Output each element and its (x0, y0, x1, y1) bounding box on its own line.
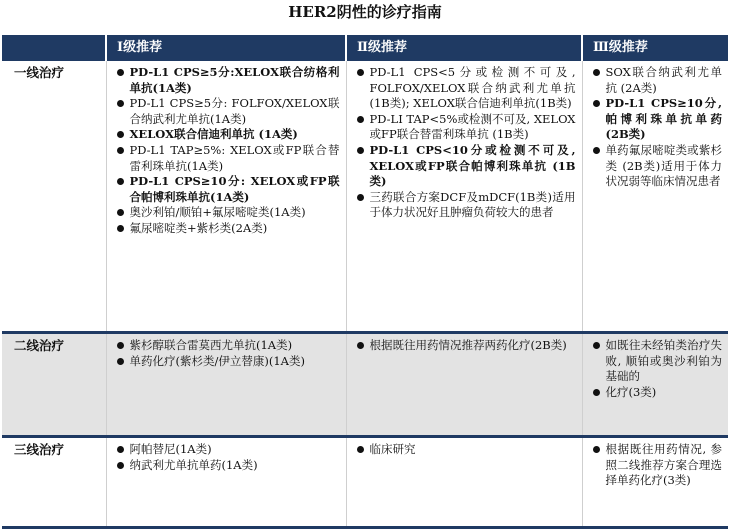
list-item: PD-L1 CPS≥5分: FOLFOX/XELOX联合纳武利尤单抗(1A类) (113, 96, 340, 127)
table-row (2, 333, 728, 437)
list-item: 临床研究 (353, 442, 576, 458)
list-item: 奥沙利铂/顺铂+氟尿嘧啶类(1A类) (113, 205, 340, 221)
list-item: 单药化疗(紫杉类/伊立替康)(1A类) (113, 354, 340, 370)
header-level-1: Ⅰ级推荐 (106, 35, 346, 61)
list-item: PD-L1 CPS<5分或检测不可及, FOLFOX/XELOX联合纳武利尤单抗 (1B类); XELOX联合信迪利单抗(1B类) (353, 65, 576, 112)
list-item: SOX联合纳武利尤单抗 (2A类) (589, 65, 723, 96)
level-1-cell (106, 437, 346, 528)
list-item: PD-L1 TAP≥5%: XELOX或FP联合替雷利珠单抗(1A类) (113, 143, 340, 174)
list-item: PD-LI TAP<5%或检测不可及, XELOX或FP联合替雷利珠单抗 (1B类) (353, 112, 576, 143)
row-label: 二线治疗 (2, 333, 106, 437)
recommendation-list (113, 65, 340, 237)
recommendation-list (589, 442, 723, 489)
header-level-2: Ⅱ级推荐 (346, 35, 582, 61)
level-3-cell (582, 333, 728, 437)
page-title: HER2阴性的诊疗指南 (288, 3, 442, 21)
list-item: PD-L1 CPS≥10分: XELOX或FP联合帕博利珠单抗(1A类) (113, 174, 340, 205)
list-item: 如既往未经铂类治疗失败, 顺铂或奥沙利铂为基础的 (589, 338, 723, 385)
row-label: 三线治疗 (2, 437, 106, 528)
recommendation-list (353, 338, 576, 354)
level-2-cell (346, 333, 582, 437)
recommendation-list (353, 65, 576, 221)
level-2-cell (346, 61, 582, 333)
header-blank (2, 35, 106, 61)
list-item: 根据既往用药情况推荐两药化疗(2B类) (353, 338, 576, 354)
row-label: 一线治疗 (2, 61, 106, 333)
level-3-cell (582, 61, 728, 333)
list-item: 纳武利尤单抗单药(1A类) (113, 458, 340, 474)
list-item: 单药氟尿嘧啶类或紫杉类 (2B类)适用于体力状况弱等临床情况患者 (589, 143, 723, 190)
list-item: XELOX联合信迪利单抗 (1A类) (113, 127, 340, 143)
level-1-cell (106, 61, 346, 333)
list-item: PD-L1 CPS<10分或检测不可及, XELOX或FP联合帕博利珠单抗 (1B类) (353, 143, 576, 190)
header-row (2, 35, 728, 61)
list-item: 根据既往用药情况, 参照二线推荐方案合理选择单药化疗(3类) (589, 442, 723, 489)
list-item: PD-L1 CPS≥10分, 帕博利珠单抗单药 (2B类) (589, 96, 723, 143)
recommendation-list (113, 442, 340, 473)
list-item: 紫杉醇联合雷莫西尤单抗(1A类) (113, 338, 340, 354)
list-item: PD-L1 CPS≥5分:XELOX联合纺格利单抗(1A类) (113, 65, 340, 96)
table-row (2, 61, 728, 333)
list-item: 氟尿嘧啶类+紫杉类(2A类) (113, 221, 340, 237)
list-item: 阿帕替尼(1A类) (113, 442, 340, 458)
header-level-3: Ⅲ级推荐 (582, 35, 728, 61)
table-row (2, 437, 728, 528)
recommendation-list (113, 338, 340, 369)
level-1-cell (106, 333, 346, 437)
level-2-cell (346, 437, 582, 528)
level-3-cell (582, 437, 728, 528)
list-item: 三药联合方案DCF及mDCF(1B类)适用于体力状况好且肿瘤负荷较大的患者 (353, 190, 576, 221)
recommendation-list (589, 338, 723, 400)
recommendation-list (589, 65, 723, 190)
list-item: 化疗(3类) (589, 385, 723, 401)
guideline-table (2, 35, 728, 529)
recommendation-list (353, 442, 576, 458)
